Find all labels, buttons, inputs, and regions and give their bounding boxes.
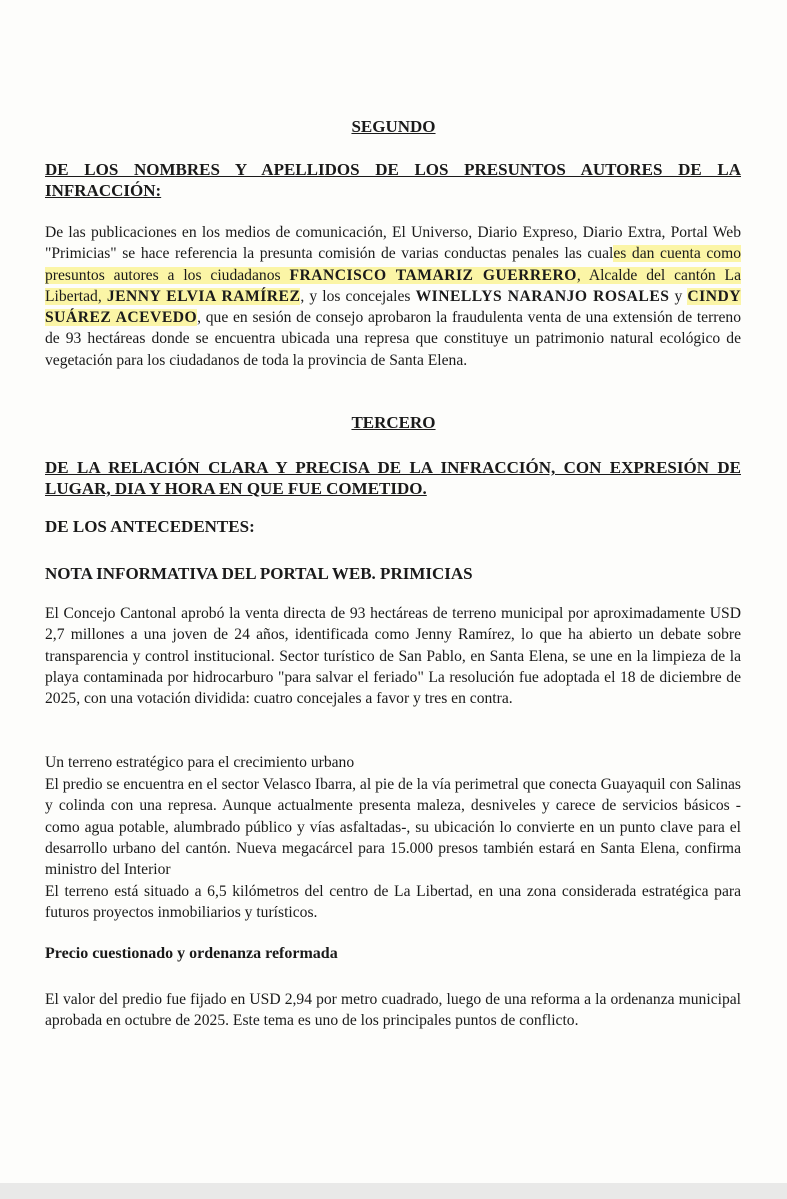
heading-autores: DE LOS NOMBRES Y APELLIDOS DE LOS PRESUNTOS AUTORES DE LA INFRACCIÓN: xyxy=(45,160,741,200)
section-title-segundo: SEGUNDO xyxy=(351,117,436,136)
heading-relacion: DE LA RELACIÓN CLARA Y PRECISA DE LA INFRACCIÓN, CON EXPRESIÓN DE LUGAR, DIA Y HORA EN QUE FUE COMETIDO. xyxy=(45,458,741,498)
name-jenny-ramirez: JENNY ELVIA RAMÍREZ xyxy=(106,287,301,305)
paragraph-predio: El predio se encuentra en el sector Velasco Ibarra, al pie de la vía perimetral que conecta Guayaquil con Salinas y colinda con una represa. Aunque actualmente presenta maleza, desniveles y carece de servicios básicos -como agua potable, alumbrado público y vías asfaltadas-, su ubicación lo convierte en un punto clave para el desarrollo urbano del cantón. Nueva megacárcel para 15.000 presos también estará en Santa Elena, confirma ministro del Interior xyxy=(45,776,741,879)
page-edge xyxy=(0,1183,787,1199)
section-title-tercero: TERCERO xyxy=(351,413,436,432)
heading-precio: Precio cuestionado y ordenanza reformada xyxy=(45,945,338,962)
paragraph-autores-text: De las publicaciones en los medios de comunicación, El Universo, Diario Expreso, Diario Extra, Portal Web "Primicias" se hace referencia la presunta comisión de varias conductas penales las cual xyxy=(45,224,741,263)
paragraph-precio: El valor del predio fue fijado en USD 2,94 por metro cuadrado, luego de una reforma a la ordenanza municipal aprobada en octubre de 2025. Este tema es uno de los principales puntos de conflicto. xyxy=(45,991,741,1030)
heading-nota-informativa: NOTA INFORMATIVA DEL PORTAL WEB. PRIMICIAS xyxy=(45,564,473,583)
heading-antecedentes: DE LOS ANTECEDENTES: xyxy=(45,517,255,536)
conjunction-text: y xyxy=(669,287,688,305)
paragraph-ubicacion: El terreno está situado a 6,5 kilómetros del centro de La Libertad, en una zona considerada estratégica para futuros proyectos inmobiliarios y turísticos. xyxy=(45,883,741,922)
alcalde-text: , Alcalde del cantón La Libertad, xyxy=(45,266,741,305)
subtitle-terreno: Un terreno estratégico para el crecimiento urbano xyxy=(45,754,355,771)
paragraph-autores-end: , que en sesión de consejo aprobaron la fraudulenta venta de una extensión de terreno de 93 hectáreas donde se encuentra ubicada una represa que constituye un patrimonio natural ecológico de vegetación para los ciudadanos de toda la provincia de Santa Elena. xyxy=(45,309,742,369)
paragraph-autores xyxy=(45,222,741,371)
name-winellys-naranjo: WINELLYS NARANJO ROSALES xyxy=(415,287,670,305)
name-cindy-suarez: CINDY SUÁREZ ACEVEDO xyxy=(45,287,742,327)
name-francisco-tamariz: FRANCISCO TAMARIZ GUERRERO xyxy=(289,266,577,284)
highlighted-phrase: es dan cuenta como presuntos autores a los ciudadanos xyxy=(45,245,741,284)
paragraph-venta: El Concejo Cantonal aprobó la venta directa de 93 hectáreas de terreno municipal por aproximadamente USD 2,7 millones a una joven de 24 años, identificada como Jenny Ramírez, lo que ha abierto un debate sobre transparencia y control institucional. Sector turístico de San Pablo, en Santa Elena, se une en la limpieza de la playa contaminada por hidrocarburo "para salvar el feriado" La resolución fue adoptada el 18 de diciembre de 2025, con una votación dividida: cuatro concejales a favor y tres en contra. xyxy=(45,605,741,708)
concejales-text: , y los concejales xyxy=(300,287,416,305)
